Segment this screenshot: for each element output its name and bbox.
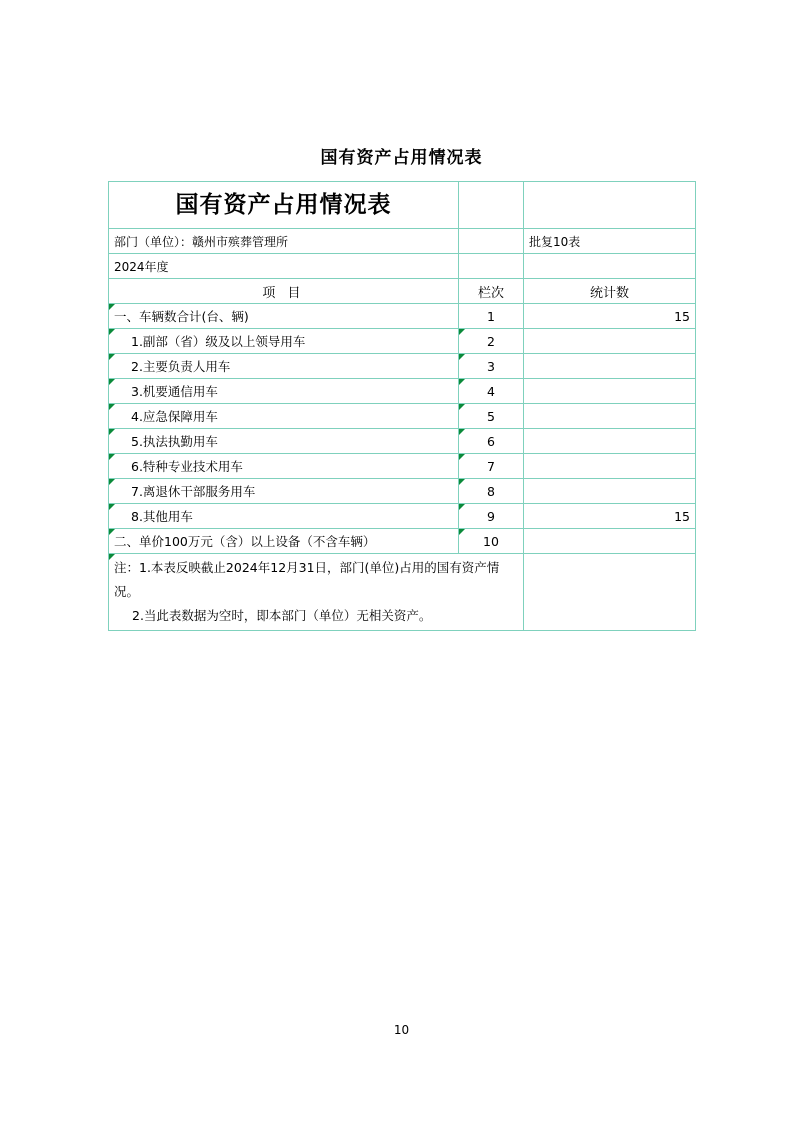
table-row xyxy=(109,429,696,454)
table-row xyxy=(109,379,696,404)
row-item-label: 3.机要通信用车 xyxy=(109,379,459,404)
department-row xyxy=(109,229,696,254)
table-big-title: 国有资产占用情况表 xyxy=(109,182,459,229)
notes-row-blank xyxy=(524,554,696,631)
year-label: 2024年度 xyxy=(109,254,459,279)
row-rank: 4 xyxy=(459,379,524,404)
year-row-blank xyxy=(524,254,696,279)
table-title-row xyxy=(109,182,696,229)
row-item-label: 8.其他用车 xyxy=(109,504,459,529)
notes-block xyxy=(109,554,524,631)
table-row xyxy=(109,479,696,504)
department-label: 部门（单位）：赣州市殡葬管理所 xyxy=(109,229,459,254)
row-rank: 7 xyxy=(459,454,524,479)
header-stat: 统计数 xyxy=(524,279,696,304)
row-rank: 6 xyxy=(459,429,524,454)
row-item-label: 一、车辆数合计(台、辆) xyxy=(109,304,459,329)
table-row xyxy=(109,304,696,329)
row-stat xyxy=(524,354,696,379)
approval-label: 批复10表 xyxy=(524,229,696,254)
asset-occupancy-table xyxy=(108,181,696,631)
row-rank: 1 xyxy=(459,304,524,329)
table-row xyxy=(109,504,696,529)
table-row xyxy=(109,454,696,479)
page-number: 10 xyxy=(393,1023,410,1037)
row-item-label: 2.主要负责人用车 xyxy=(109,354,459,379)
row-item-label: 4.应急保障用车 xyxy=(109,404,459,429)
table-header-row xyxy=(109,279,696,304)
row-rank: 2 xyxy=(459,329,524,354)
table-row xyxy=(109,404,696,429)
row-stat xyxy=(524,429,696,454)
row-item-label: 5.执法执勤用车 xyxy=(109,429,459,454)
year-row xyxy=(109,254,696,279)
title-row-blank xyxy=(524,182,696,229)
row-stat xyxy=(524,379,696,404)
row-rank: 10 xyxy=(459,529,524,554)
row-stat xyxy=(524,479,696,504)
year-row-spacer xyxy=(459,254,524,279)
row-item-label: 6.特种专业技术用车 xyxy=(109,454,459,479)
table-row xyxy=(109,329,696,354)
page-title: 国有资产占用情况表 xyxy=(320,148,483,168)
row-stat xyxy=(524,529,696,554)
row-item-label: 7.离退休干部服务用车 xyxy=(109,479,459,504)
row-rank: 9 xyxy=(459,504,524,529)
row-rank: 5 xyxy=(459,404,524,429)
row-stat: 15 xyxy=(524,304,696,329)
table-row xyxy=(109,529,696,554)
row-stat xyxy=(524,454,696,479)
note-line-1: 注：1.本表反映截止2024年12月31日，部门(单位)占用的国有资产情况。 xyxy=(114,560,500,599)
row-stat xyxy=(524,404,696,429)
header-item: 项 目 xyxy=(109,279,459,304)
row-stat: 15 xyxy=(524,504,696,529)
notes-row xyxy=(109,554,696,631)
table-row xyxy=(109,354,696,379)
row-item-label: 1.副部（省）级及以上领导用车 xyxy=(109,329,459,354)
title-row-spacer xyxy=(459,182,524,229)
department-row-spacer xyxy=(459,229,524,254)
row-item-label: 二、单价100万元（含）以上设备（不含车辆） xyxy=(109,529,459,554)
row-rank: 8 xyxy=(459,479,524,504)
note-line-2: 2.当此表数据为空时，即本部门（单位）无相关资产。 xyxy=(114,604,518,628)
row-rank: 3 xyxy=(459,354,524,379)
row-stat xyxy=(524,329,696,354)
header-rank: 栏次 xyxy=(459,279,524,304)
